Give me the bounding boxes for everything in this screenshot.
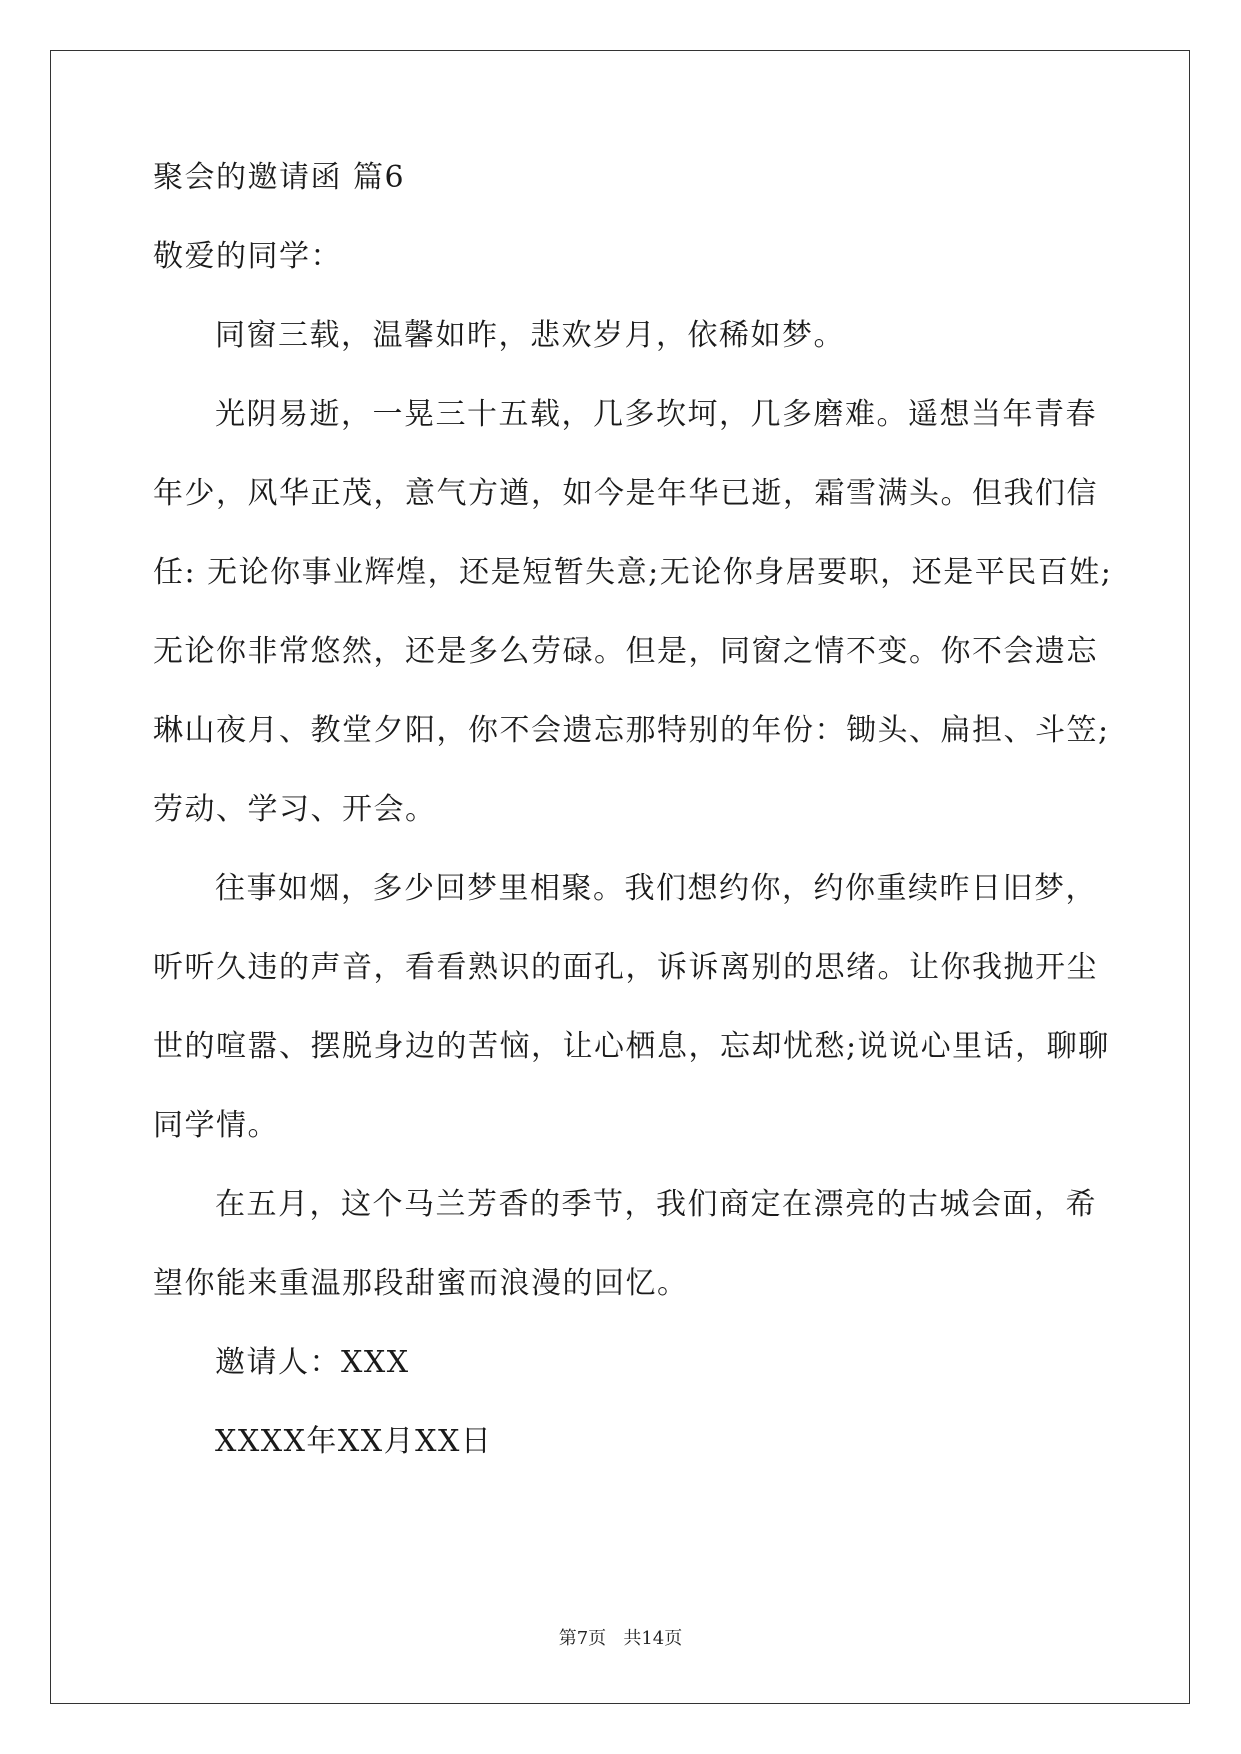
paragraph-line: 光阴易逝，一晃三十五载，几多坎坷，几多磨难。遥想当年青春 — [215, 397, 1097, 432]
paragraph-line: 劳动、学习、开会。 — [153, 792, 437, 827]
inviter-signature: 邀请人：XXX — [215, 1345, 410, 1380]
paragraph-line: 在五月，这个马兰芳香的季节，我们商定在漂亮的古城会面，希 — [215, 1187, 1097, 1222]
paragraph-4 — [153, 1187, 1097, 1345]
paragraph-line: 无论你非常悠然，还是多么劳碌。但是，同窗之情不变。你不会遗忘 — [153, 634, 1098, 669]
paragraph-line: 同学情。 — [153, 1108, 279, 1143]
document-title: 聚会的邀请函 篇6 — [153, 160, 406, 195]
paragraph-line: 同窗三载，温馨如昨，悲欢岁月，依稀如梦。 — [215, 318, 845, 353]
letter-date: XXXX年XX月XX日 — [215, 1424, 493, 1459]
paragraph-line: 琳山夜月、教堂夕阳，你不会遗忘那特别的年份：锄头、扁担、斗笠; — [153, 713, 1110, 748]
paragraph-line: 年少，风华正茂，意气方遒，如今是年华已逝，霜雪满头。但我们信 — [153, 476, 1098, 511]
paragraph-line: 听听久违的声音，看看熟识的面孔，诉诉离别的思绪。让你我抛开尘 — [153, 950, 1098, 985]
paragraph-line: 望你能来重温那段甜蜜而浪漫的回忆。 — [153, 1266, 689, 1301]
document-body — [153, 160, 1113, 1503]
paragraph-line: 往事如烟，多少回梦里相聚。我们想约你，约你重续昨日旧梦， — [215, 871, 1097, 906]
paragraph-1 — [153, 318, 1093, 397]
salutation: 敬爱的同学： — [153, 239, 342, 274]
paragraph-line: 任: 无论你事业辉煌，还是短暂失意;无论你身居要职，还是平民百姓; — [153, 555, 1113, 590]
paragraph-3 — [153, 871, 1110, 1187]
paragraph-2 — [153, 397, 1113, 871]
page-number-footer: 第7页 共14页 — [558, 1628, 683, 1649]
paragraph-line: 世的喧嚣、摆脱身边的苦恼，让心栖息，忘却忧愁;说说心里话，聊聊 — [153, 1029, 1110, 1064]
